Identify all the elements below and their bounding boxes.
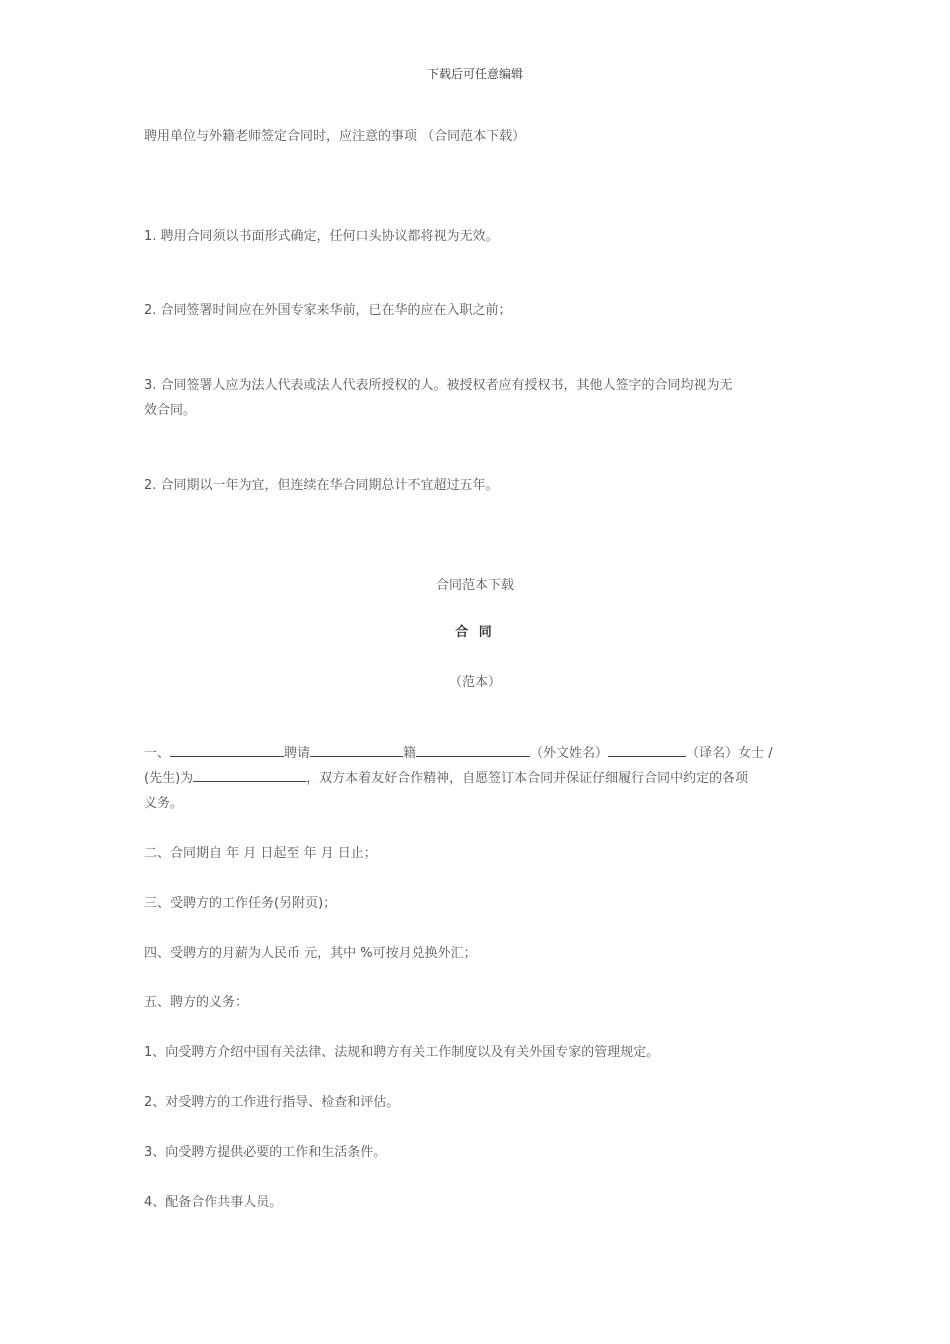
country-blank[interactable] xyxy=(310,743,403,757)
translated-name-label: （译名）女士 / xyxy=(686,746,773,761)
list-item: 3. 合同签署人应为法人代表或法人代表所授权的人。被授权者应有授权书，其他人签字的合同均视为无 xyxy=(144,378,733,393)
nationality-label: 籍 xyxy=(403,746,417,761)
contract-title: 合 同 xyxy=(455,625,495,640)
clause-prefix: 一、 xyxy=(144,746,171,761)
clause-item: 二、合同期自 年 月 日起至 年 月 日止； xyxy=(144,846,377,861)
clause-item: 1、向受聘方介绍中国有关法律、法规和聘方有关工作制度以及有关外国专家的管理规定。 xyxy=(144,1045,660,1060)
clause-item: 4、配备合作共事人员。 xyxy=(144,1195,283,1210)
clause-item: 2、对受聘方的工作进行指导、检查和评估。 xyxy=(144,1095,400,1110)
role-blank[interactable] xyxy=(193,768,306,782)
list-item: 1. 聘用合同须以书面形式确定，任何口头协议都将视为无效。 xyxy=(144,229,499,244)
list-item: 2. 合同期以一年为宜，但连续在华合同期总计不宜超过五年。 xyxy=(144,478,499,493)
clause-1-line-3: 义务。 xyxy=(144,796,184,811)
contract-subtitle: （范本） xyxy=(448,675,501,690)
header-note: 下载后可任意编辑 xyxy=(426,67,523,81)
employer-blank[interactable] xyxy=(170,743,284,757)
foreign-name-blank[interactable] xyxy=(416,743,530,757)
list-item-continuation: 效合同。 xyxy=(144,403,197,418)
list-item: 2. 合同签署时间应在外国专家来华前，已在华的应在入职之前； xyxy=(144,303,512,318)
section-heading: 合同范本下载 xyxy=(435,578,514,593)
clause-item: 三、受聘方的工作任务(另附页)； xyxy=(144,896,337,911)
foreign-name-label: （外文姓名） xyxy=(530,746,609,761)
hire-label: 聘请 xyxy=(284,746,311,761)
clause-item: 3、向受聘方提供必要的工作和生活条件。 xyxy=(144,1145,387,1160)
clause-item: 五、聘方的义务： xyxy=(144,995,249,1010)
clause-1-line-2 xyxy=(144,766,806,791)
mr-label: (先生)为 xyxy=(144,771,194,786)
clause-item: 四、受聘方的月薪为人民币 元，其中 %可按月兑换外汇； xyxy=(144,946,477,961)
document-title: 聘用单位与外籍老师签定合同时，应注意的事项 （合同范本下载） xyxy=(144,129,526,144)
clause-1-line-1 xyxy=(144,741,806,766)
clause-1-body: ，双方本着友好合作精神，自愿签订本合同并保证仔细履行合同中约定的各项 xyxy=(306,771,749,786)
translated-name-blank[interactable] xyxy=(608,743,686,757)
